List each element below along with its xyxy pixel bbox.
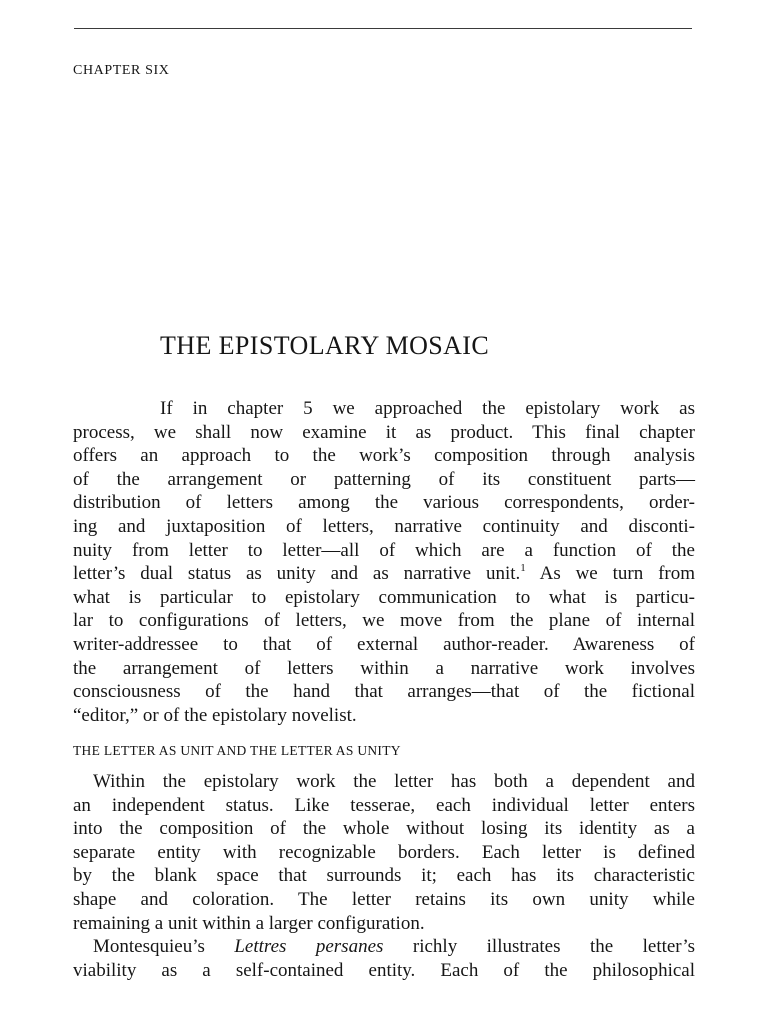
text-line: separate entity with recognizable borders. Each letter is defined [73,841,695,863]
text-line: into the composition of the whole without losing its identity as a [73,818,695,840]
text-line: distribution of letters among the various correspondents, order- [73,492,695,514]
paragraph-intro [73,397,695,727]
text-segment: letter’s dual status as unity and as narrative unit. [73,563,521,585]
text-line [73,562,695,586]
text-line: lar to configurations of letters, we move from the plane of internal [73,610,695,632]
text-segment: richly illustrates the letter’s [412,936,696,957]
section-heading: THE LETTER AS UNIT AND THE LETTER AS UNITY [73,743,401,758]
chapter-title: THE EPISTOLARY MOSAIC [160,331,490,360]
text-line: of the arrangement or patterning of its constituent parts— [73,468,695,490]
text-line: nuity from letter to letter—all of which are a function of the [73,539,695,561]
text-line: offers an approach to the work’s composition through analysis [73,445,695,467]
text-line: writer-addressee to that of external author-reader. Awareness of [73,633,695,655]
paragraph-lettres-persanes [73,935,695,982]
text-segment: As we turn from [539,563,696,585]
chapter-label: CHAPTER SIX [73,63,170,78]
text-line: shape and coloration. The letter retains its own unity while [73,888,695,910]
footnote-marker: 1 [520,562,526,575]
text-line: ing and juxtaposition of letters, narrative continuity and disconti- [73,515,695,537]
text-line: by the blank space that surrounds it; each has its characteristic [73,865,695,887]
text-line: If in chapter 5 we approached the epistolary work as [160,398,695,419]
book-title-italic: Lettres persanes [234,936,384,957]
text-line: Within the epistolary work the letter has both a dependent and [93,771,695,792]
text-line: what is particular to epistolary communication to what is particu- [73,586,695,608]
text-line: remaining a unit within a larger configuration. [73,912,425,934]
text-line: consciousness of the hand that arranges—that of the fictional [73,681,695,703]
text-segment: Montesquieu’s [93,936,205,957]
header-rule [74,28,692,29]
text-line: “editor,” or of the epistolary novelist. [73,704,357,726]
text-line: process, we shall now examine it as product. This final chapter [73,421,695,443]
text-line [73,935,695,959]
text-line: the arrangement of letters within a narrative work involves [73,657,695,679]
text-line: an independent status. Like tesserae, each individual letter enters [73,794,695,816]
paragraph-unit-unity [73,770,695,935]
text-line: viability as a self-contained entity. Each of the philosophical [73,959,695,981]
